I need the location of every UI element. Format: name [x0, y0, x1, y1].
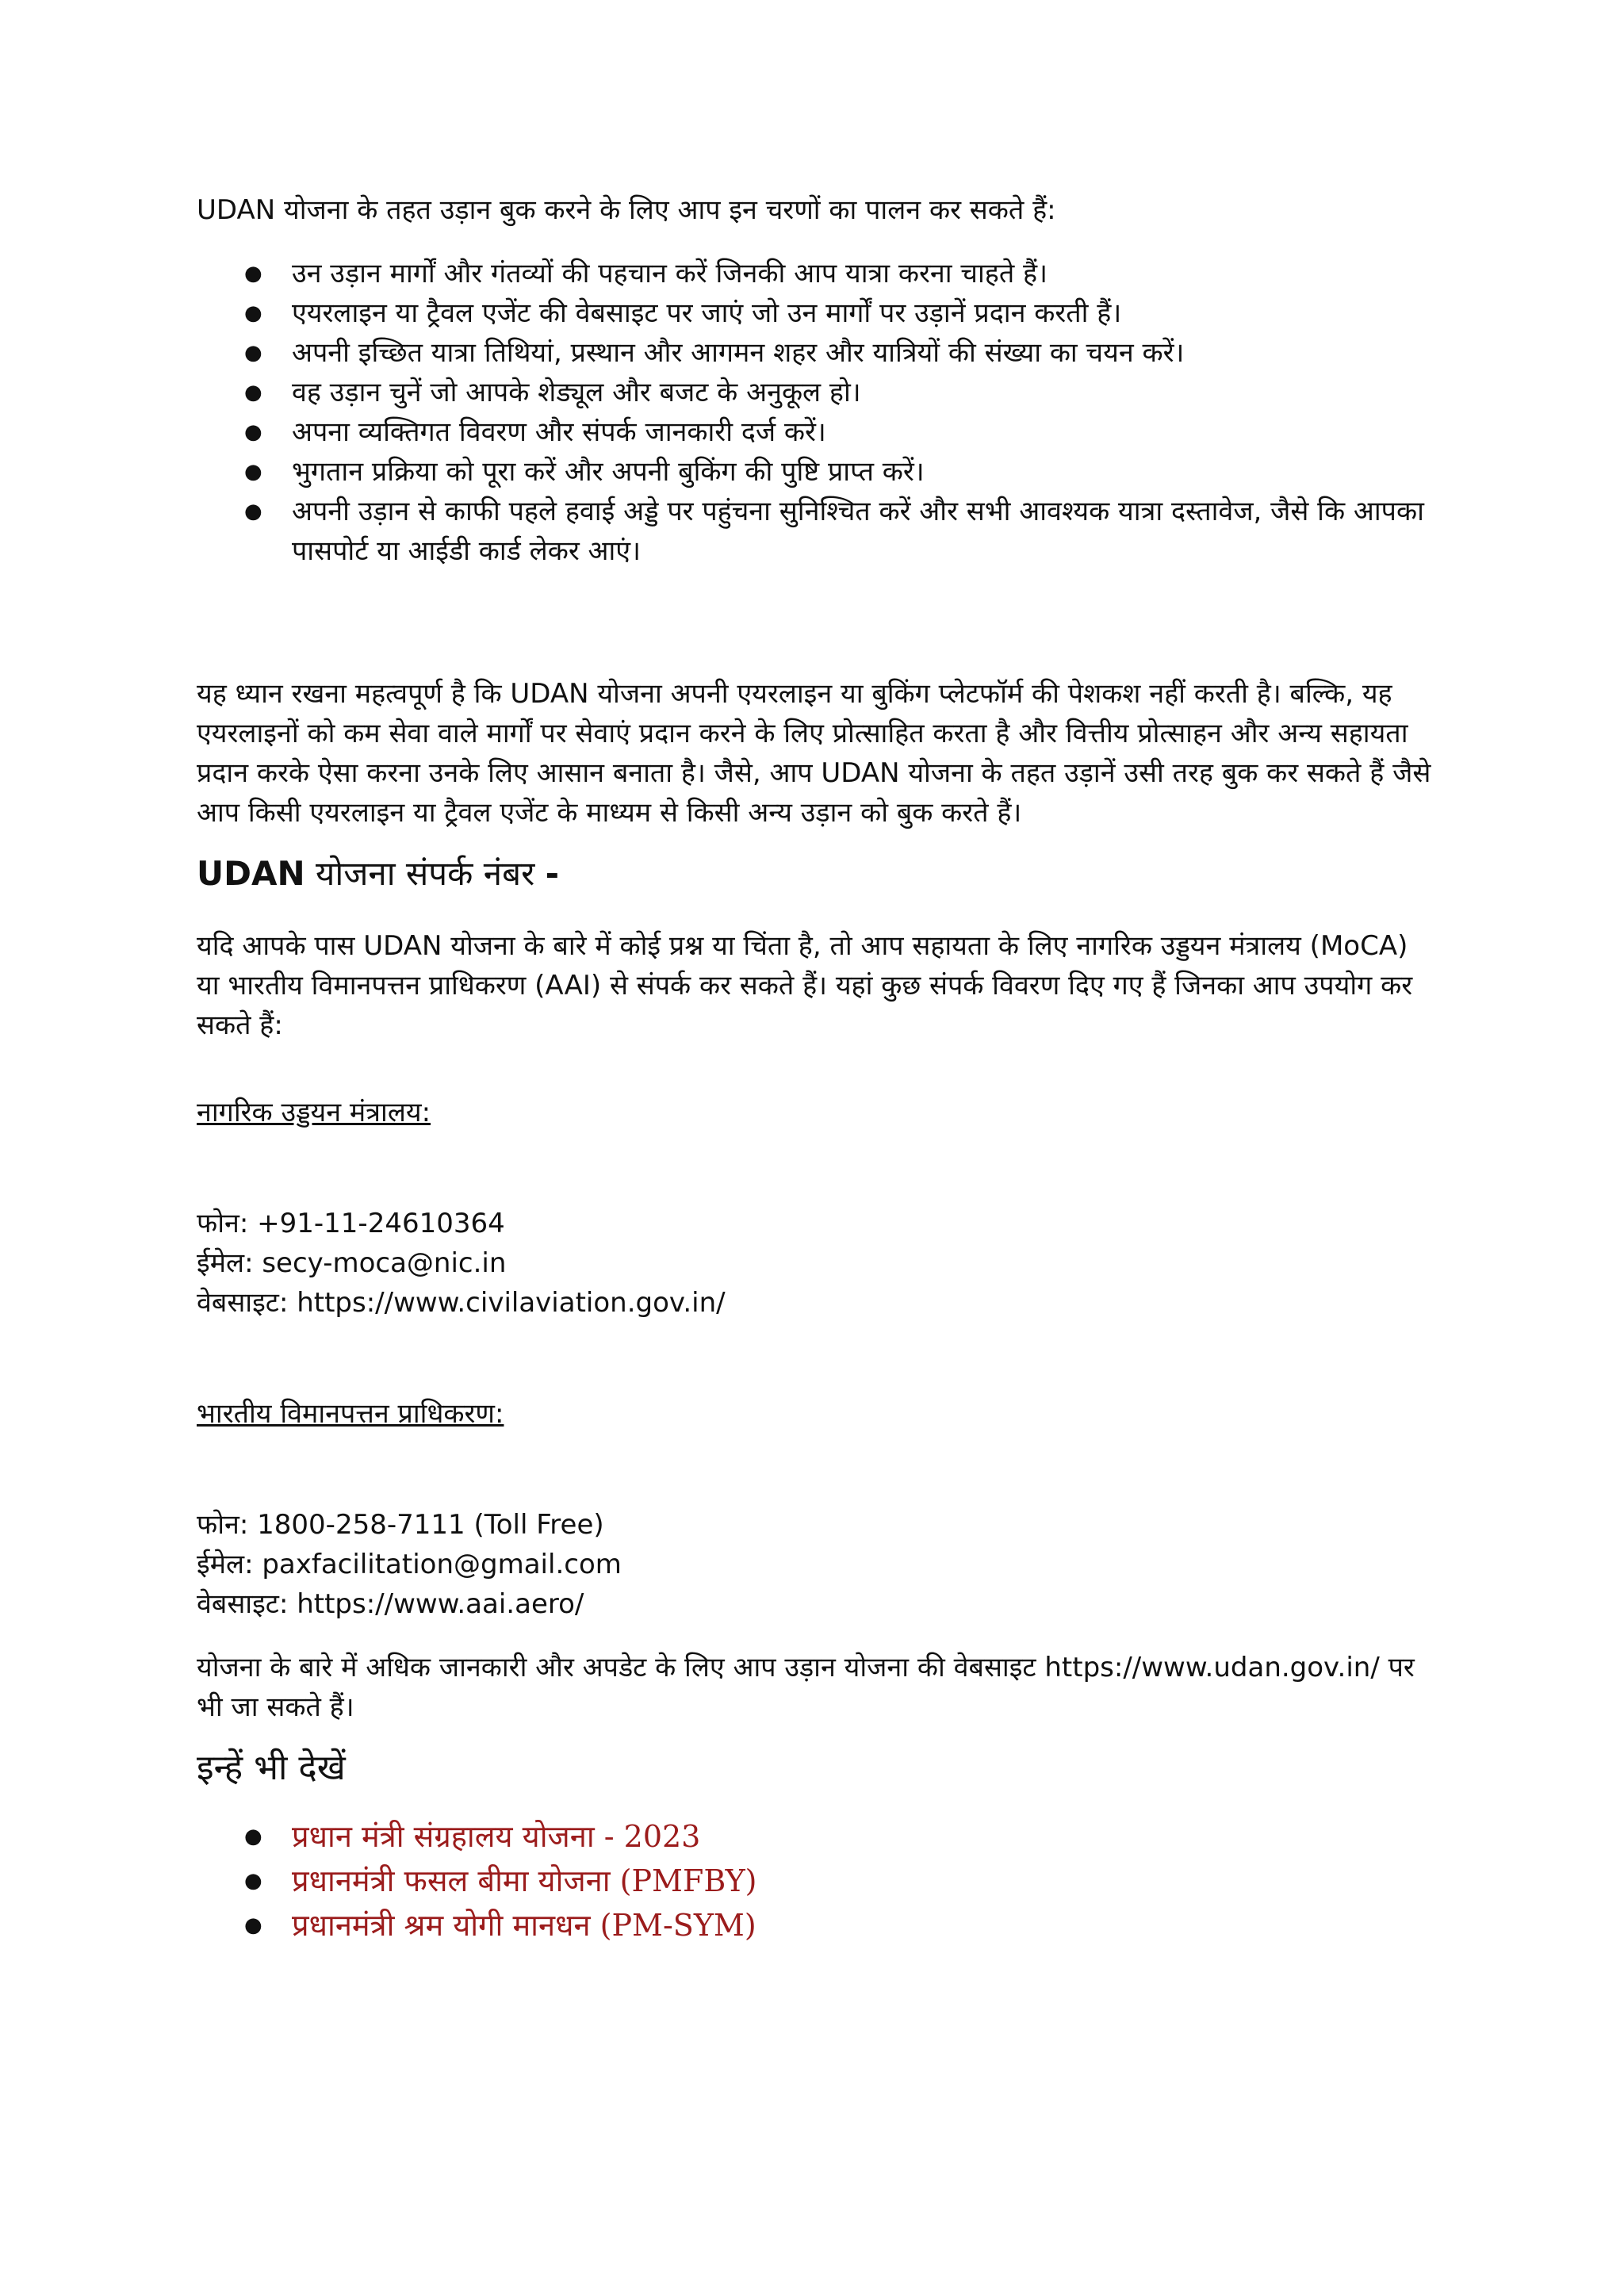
- aai-website: वेबसाइट: https://www.aai.aero/: [197, 1588, 584, 1620]
- note-paragraph: यह ध्यान रखना महत्वपूर्ण है कि UDAN योजना अपनी एयरलाइन या बुकिंग प्लेटफॉर्म की पेशकश नहीं करती है। बल्कि, यह एयरलाइनों को कम सेवा वाले मार्गों पर सेवाएं प्रदान करने के लिए प्रोत्साहित करता है और वित्तीय प्रोत्साहन और अन्य सहायता प्रदान करके ऐसा करना उनके लिए आसान बनाता है। जैसे, आप UDAN योजना के तहत उड़ानें उसी तरह बुक कर सकते हैं जैसे आप किसी एयरलाइन या ट्रैवल एजेंट के माध्यम से किसी अन्य उड़ान को बुक करते हैं।: [197, 678, 1431, 829]
- bullet-icon: ●: [244, 460, 262, 484]
- contact-heading-dash: -: [545, 854, 560, 893]
- step-text: अपनी इच्छित यात्रा तिथियां, प्रस्थान और आगमन शहर और यात्रियों की संख्या का चयन करें।: [292, 337, 1185, 369]
- contact-intro-paragraph: यदि आपके पास UDAN योजना के बारे में कोई प्रश्न या चिंता है, तो आप सहायता के लिए नागरिक उड्डयन मंत्रालय (MoCA) या भारतीय विमानपत्तन प्राधिकरण (AAI) से संपर्क कर सकते हैं। यहां कुछ संपर्क विवरण दिए गए हैं जिनका आप उपयोग कर सकते हैं:: [197, 930, 1413, 1041]
- moca-website: वेबसाइट: https://www.civilaviation.gov.in/: [197, 1287, 726, 1319]
- bullet-icon: ●: [244, 1913, 262, 1937]
- step-item: [197, 254, 1434, 293]
- step-item: [197, 452, 1434, 492]
- see-also-item: [197, 1903, 1434, 1947]
- step-text: वह उड़ान चुनें जो आपके शेड्यूल और बजट के अनुकूल हो।: [292, 377, 861, 408]
- document-page: [197, 190, 1434, 1947]
- aai-phone: फोन: 1800-258-7111 (Toll Free): [197, 1509, 604, 1541]
- moca-contact-block: [197, 1204, 1434, 1323]
- bullet-icon: ●: [244, 301, 262, 325]
- see-also-list: [197, 1814, 1434, 1947]
- step-text: अपनी उड़ान से काफी पहले हवाई अड्डे पर पहुंचना सुनिश्चित करें और सभी आवश्यक यात्रा दस्तावेज, जैसे कि आपका पासपोर्ट या आईडी कार्ड लेकर आएं।: [292, 496, 1424, 567]
- step-item: [197, 412, 1434, 452]
- step-item: [197, 333, 1434, 373]
- step-text: एयरलाइन या ट्रैवल एजेंट की वेबसाइट पर जाएं जो उन मार्गों पर उड़ानें प्रदान करती हैं।: [292, 297, 1122, 329]
- step-item: [197, 373, 1434, 412]
- contact-heading-text: योजना संपर्क नंबर: [304, 854, 546, 893]
- aai-contact-block: [197, 1505, 1434, 1624]
- bullet-icon: ●: [244, 341, 262, 365]
- see-also-item: [197, 1859, 1434, 1903]
- intro-paragraph: UDAN योजना के तहत उड़ान बुक करने के लिए आप इन चरणों का पालन कर सकते हैं:: [197, 194, 1056, 226]
- see-also-link[interactable]: प्रधानमंत्री श्रम योगी मानधन (PM-SYM): [292, 1908, 756, 1943]
- step-text: उन उड़ान मार्गों और गंतव्यों की पहचान करें जिनकी आप यात्रा करना चाहते हैं।: [292, 258, 1048, 289]
- step-item: [197, 293, 1434, 333]
- see-also-link[interactable]: प्रधानमंत्री फसल बीमा योजना (PMFBY): [292, 1863, 757, 1898]
- aai-email: ईमेल: paxfacilitation@gmail.com: [197, 1549, 622, 1580]
- booking-steps-list: [197, 254, 1434, 571]
- bullet-icon: ●: [244, 381, 262, 404]
- step-item: [197, 492, 1434, 571]
- bullet-icon: ●: [244, 500, 262, 523]
- step-text: अपना व्यक्तिगत विवरण और संपर्क जानकारी दर्ज करें।: [292, 416, 826, 448]
- step-text: भुगतान प्रक्रिया को पूरा करें और अपनी बुकिंग की पुष्टि प्राप्त करें।: [292, 456, 925, 488]
- see-also-item: [197, 1814, 1434, 1859]
- contact-heading: [197, 850, 1434, 898]
- moca-title: नागरिक उड्डयन मंत्रालय:: [197, 1097, 431, 1128]
- moca-email: ईमेल: secy-moca@nic.in: [197, 1247, 507, 1279]
- see-also-link[interactable]: प्रधान मंत्री संग्रहालय योजना - 2023: [292, 1819, 701, 1854]
- bullet-icon: ●: [244, 1825, 262, 1848]
- see-also-heading: इन्हें भी देखें: [197, 1748, 346, 1788]
- bullet-icon: ●: [244, 420, 262, 444]
- aai-title: भारतीय विमानपत्तन प्राधिकरण:: [197, 1398, 504, 1430]
- bullet-icon: ●: [244, 262, 262, 285]
- bullet-icon: ●: [244, 1869, 262, 1893]
- contact-heading-bold: UDAN: [197, 854, 305, 893]
- closing-paragraph: योजना के बारे में अधिक जानकारी और अपडेट के लिए आप उड़ान योजना की वेबसाइट https://www.udan.gov.in/ पर भी जा सकते हैं।: [197, 1652, 1415, 1723]
- moca-phone: फोन: +91-11-24610364: [197, 1208, 505, 1239]
